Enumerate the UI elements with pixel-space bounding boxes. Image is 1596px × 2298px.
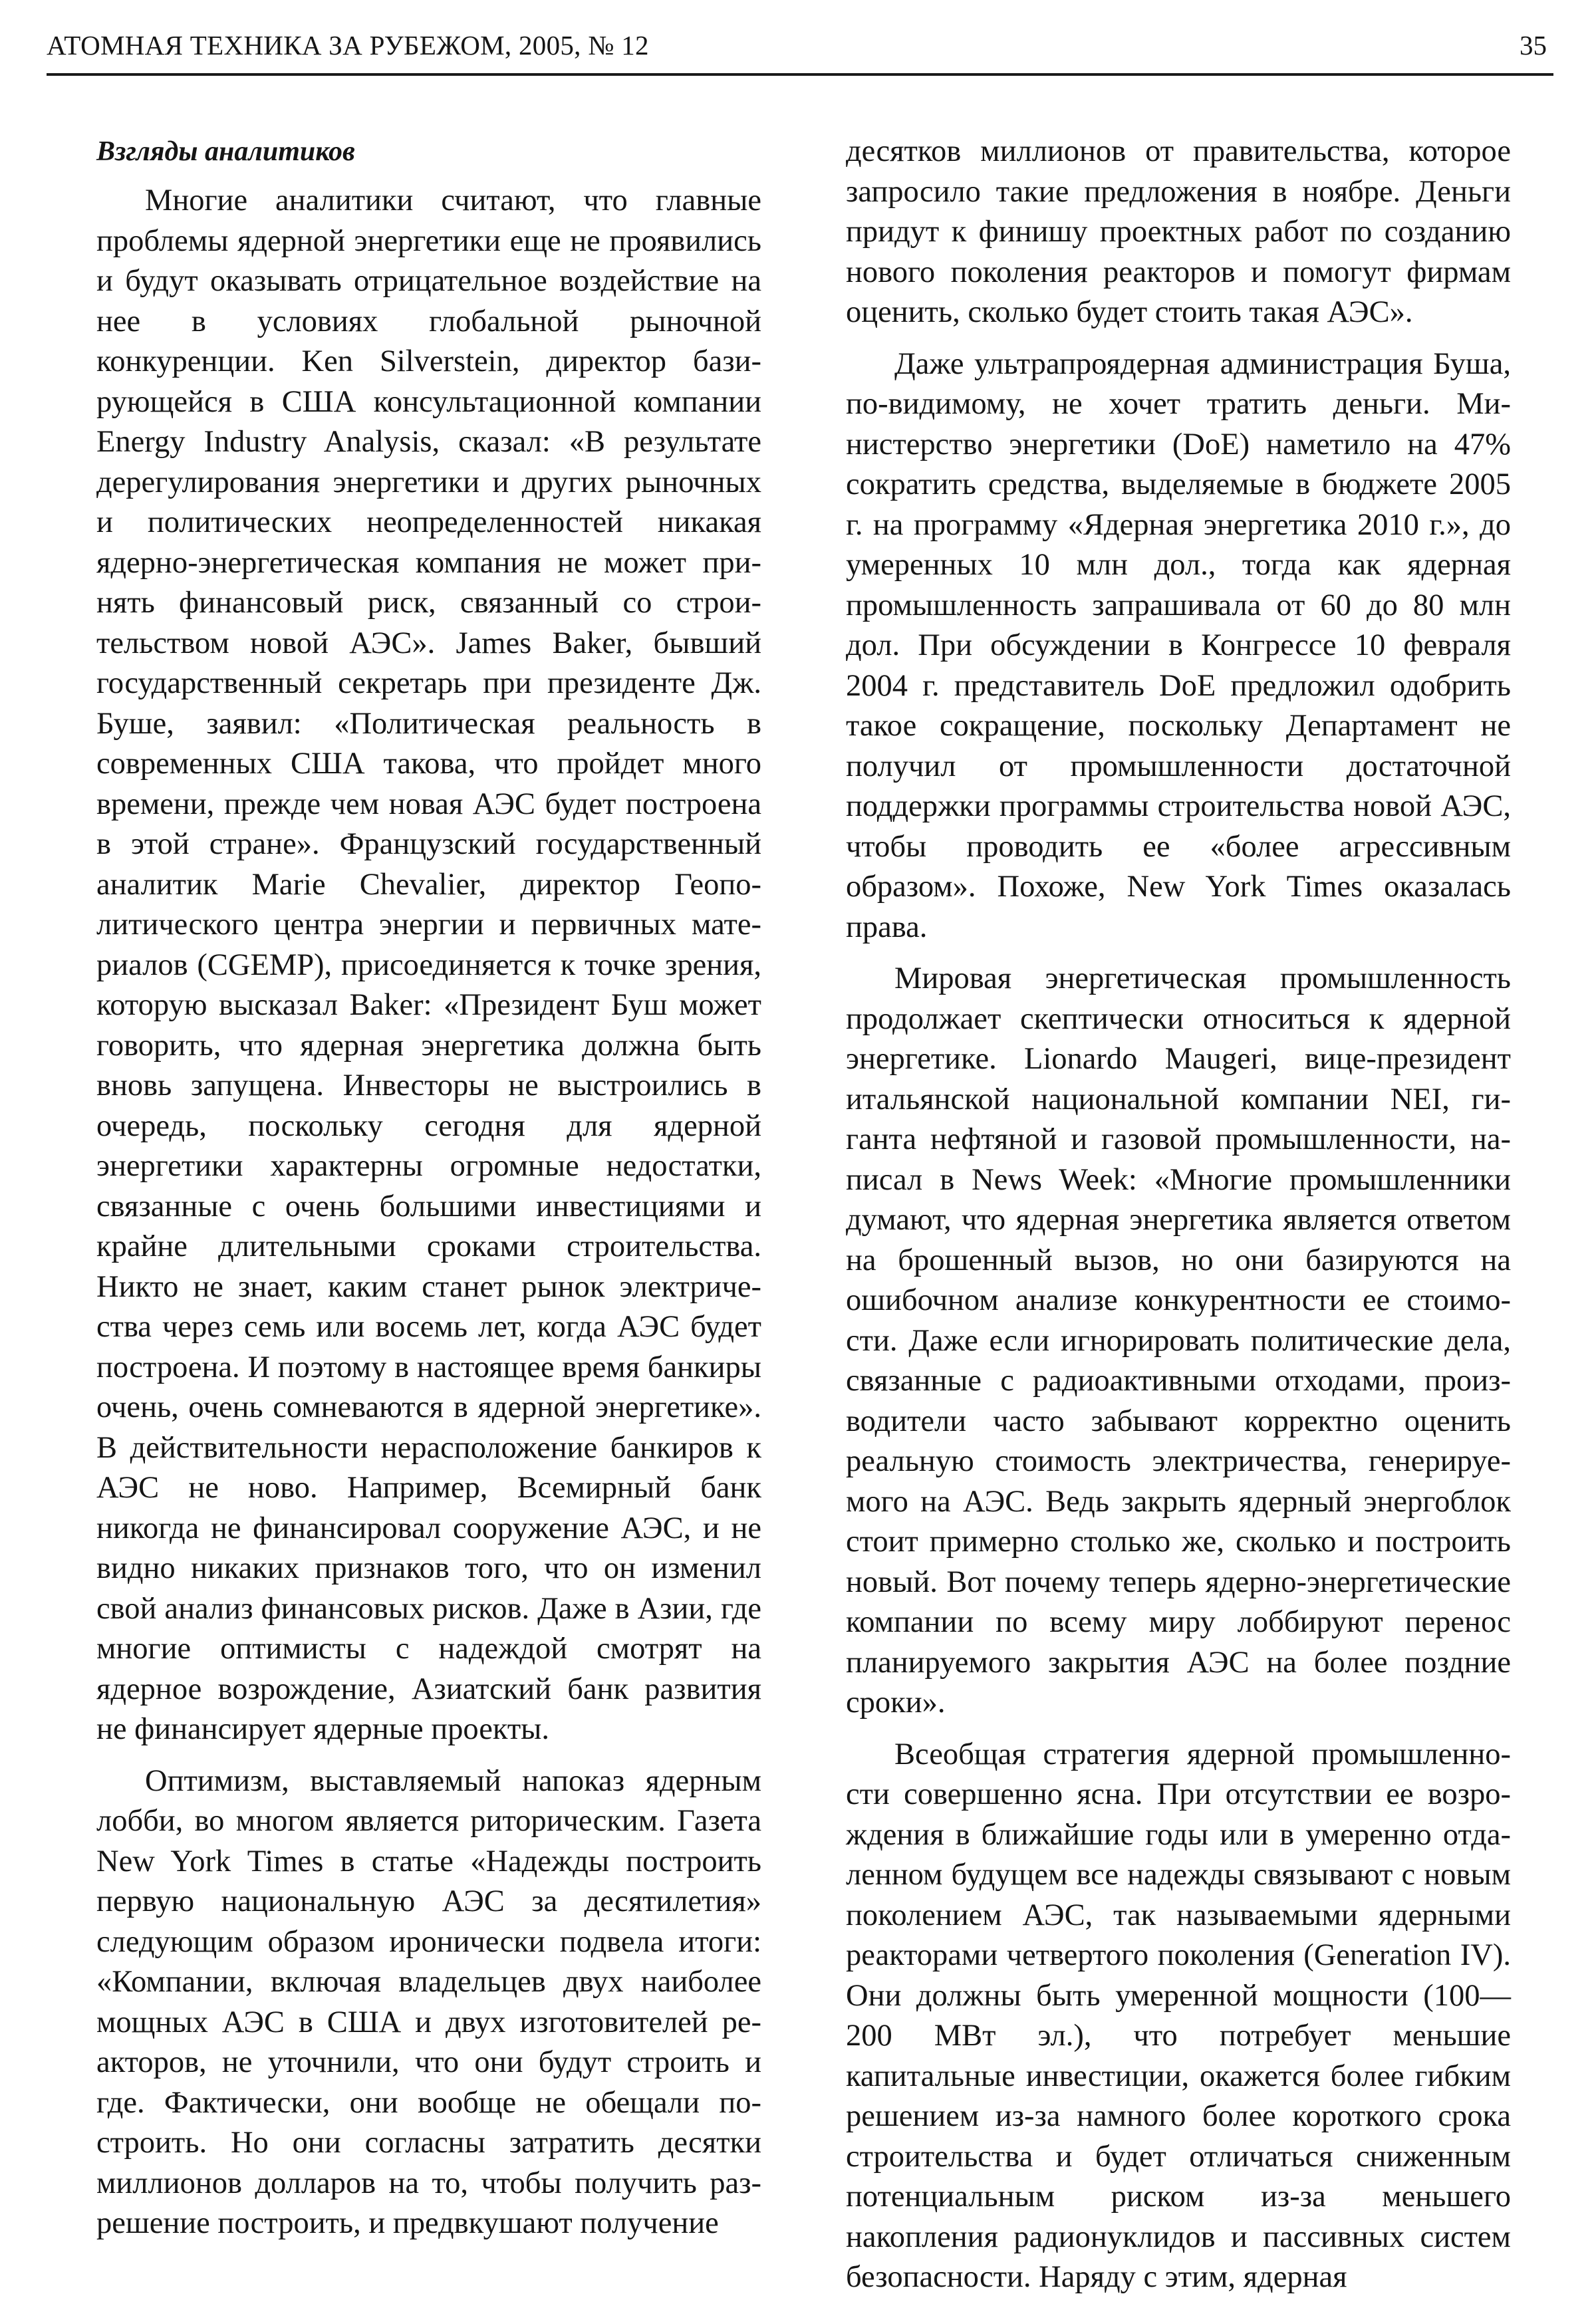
- paragraph: Всеобщая стратегия ядерной промышленности совершенно ясна. При отсутствии ее возрождения в ближайшие годы или в умеренно отдаленном будущем все надежды связывают с новым поколением АЭС, так называемыми ядерными реакторами четвертого поколения (Generation IV). Они должны быть умеренной мощности (100—200 МВт эл.), что потребует меньшие капитальные инвестиции, окажется более гибким решением из-за намного более короткого срока строительства и будет отличаться сниженным потенциальным риском из-за меньшего накопления радионуклидов и пассивных систем безопасности. Наряду с этим, ядерная: [846, 1737, 1511, 2294]
- paragraph: Оптимизм, выставляемый напоказ ядерным лобби, во многом является риторическим. Газета New York Times в статье «Надежды построить первую национальную АЭС за десятилетия» следующим образом иронически подвела итоги: «Компании, включая владельцев двух наиболее мощных АЭС в США и двух изготовителей реакторов, не уточнили, что они будут строить и где. Фактически, они вообще не обещали построить. Но они согласны затратить десятки миллионов долларов на то, чтобы получить разрешение построить, и предвкушают получение: [96, 1763, 761, 2240]
- journal-title: АТОМНАЯ ТЕХНИКА ЗА РУБЕЖОМ, 2005, № 12: [47, 30, 649, 61]
- left-column: [96, 132, 761, 2244]
- page-number: 35: [1520, 30, 1547, 61]
- paragraph: Мировая энергетическая промышленность продолжает скептически относиться к ядерной энергетике. Lionardo Maugeri, вице-президент итальянской национальной компании NEI, гиганта нефтяной и газовой промышленности, написал в News Week: «Многие промышленники думают, что ядерная энергетика является ответом на брошенный вызов, но они базируются на ошибочном анализе конкурентности ее стоимости. Даже если игнорировать политические дела, связанные с радиоактивными отходами, производители часто забывают корректно оценить реальную стоимость электричества, генерируемого на АЭС. Ведь закрыть ядерный энергоблок стоит примерно столько же, сколько и построить новый. Вот почему теперь ядерно-энергетические компании по всему миру лоббируют перенос планируемого закрытия АЭС на более поздние сроки».: [846, 961, 1511, 1720]
- right-column: [846, 132, 1511, 2298]
- running-header: [47, 27, 1553, 76]
- paragraph-continued: десятков миллионов от правительства, которое запросило такие предложения в ноябре. Деньги придут к финишу проектных работ по созданию нового поколения реакторов и помогут фирмам оценить, сколько будет стоить такая АЭС».: [846, 134, 1511, 329]
- section-subheading: Взгляды аналитиков: [96, 136, 355, 167]
- paragraph: Даже ультрапроядерная администрация Буша, по-видимому, не хочет тратить деньги. Министерство энергетики (DoE) наметило на 47% сократить средства, выделяемые в бюджете 2005 г. на программу «Ядерная энергетика 2010 г.», до умеренных 10 млн дол., тогда как ядерная промышленность запрашивала от 60 до 80 млн дол. При обсуждении в Конгрессе 10 февраля 2004 г. представитель DoE предложил одобрить такое сокращение, поскольку Департамент не получил от промышленности достаточной поддержки программы строительства новой АЭС, чтобы проводить ее «более агрессивным образом». Похоже, New York Times оказалась права.: [846, 346, 1511, 944]
- paragraph: Многие аналитики считают, что главные проблемы ядерной энергетики еще не проявились и будут оказывать отрицательное воздействие на нее в условиях глобальной рыночной конкуренции. Ken Silverstein, директор базирующейся в США консультационной компании Energy Industry Analysis, сказал: «В результате дерегулирования энергетики и других рыночных и политических неопределенностей никакая ядерно-энергетическая компания не может принять финансовый риск, связанный со строительством новой АЭС». James Baker, бывший государственный секретарь при президенте Дж. Буше, заявил: «Политическая реальность в современных США такова, что пройдет много времени, прежде чем новая АЭС будет построена в этой стране». Французский государственный аналитик Marie Chevalier, директор Геополитического центра энергии и первичных материалов (CGEMP), присоединяется к точке зрения, которую высказал Baker: «Президент Буш может говорить, что ядерная энергетика должна быть вновь запущена. Инвесторы не выстроились в очередь, поскольку сегодня для ядерной энергетики характерны огромные недостатки, связанные с очень большими инвестициями и крайне длительными сроками строительства. Никто не знает, каким станет рынок электричества через семь или восемь лет, когда АЭС будет построена. И поэтому в настоящее время банкиры очень, очень сомневаются в ядерной энергетике». В действительности нерасположение банкиров к АЭС не ново. Например, Всемирный банк никогда не финансировал сооружение АЭС, и не видно никаких признаков того, что он изменил свой анализ финансовых рисков. Даже в Азии, где многие оптимисты с надеждой смотрят на ядерное возрождение, Азиатский банк развития не финансирует ядерные проекты.: [96, 184, 761, 1746]
